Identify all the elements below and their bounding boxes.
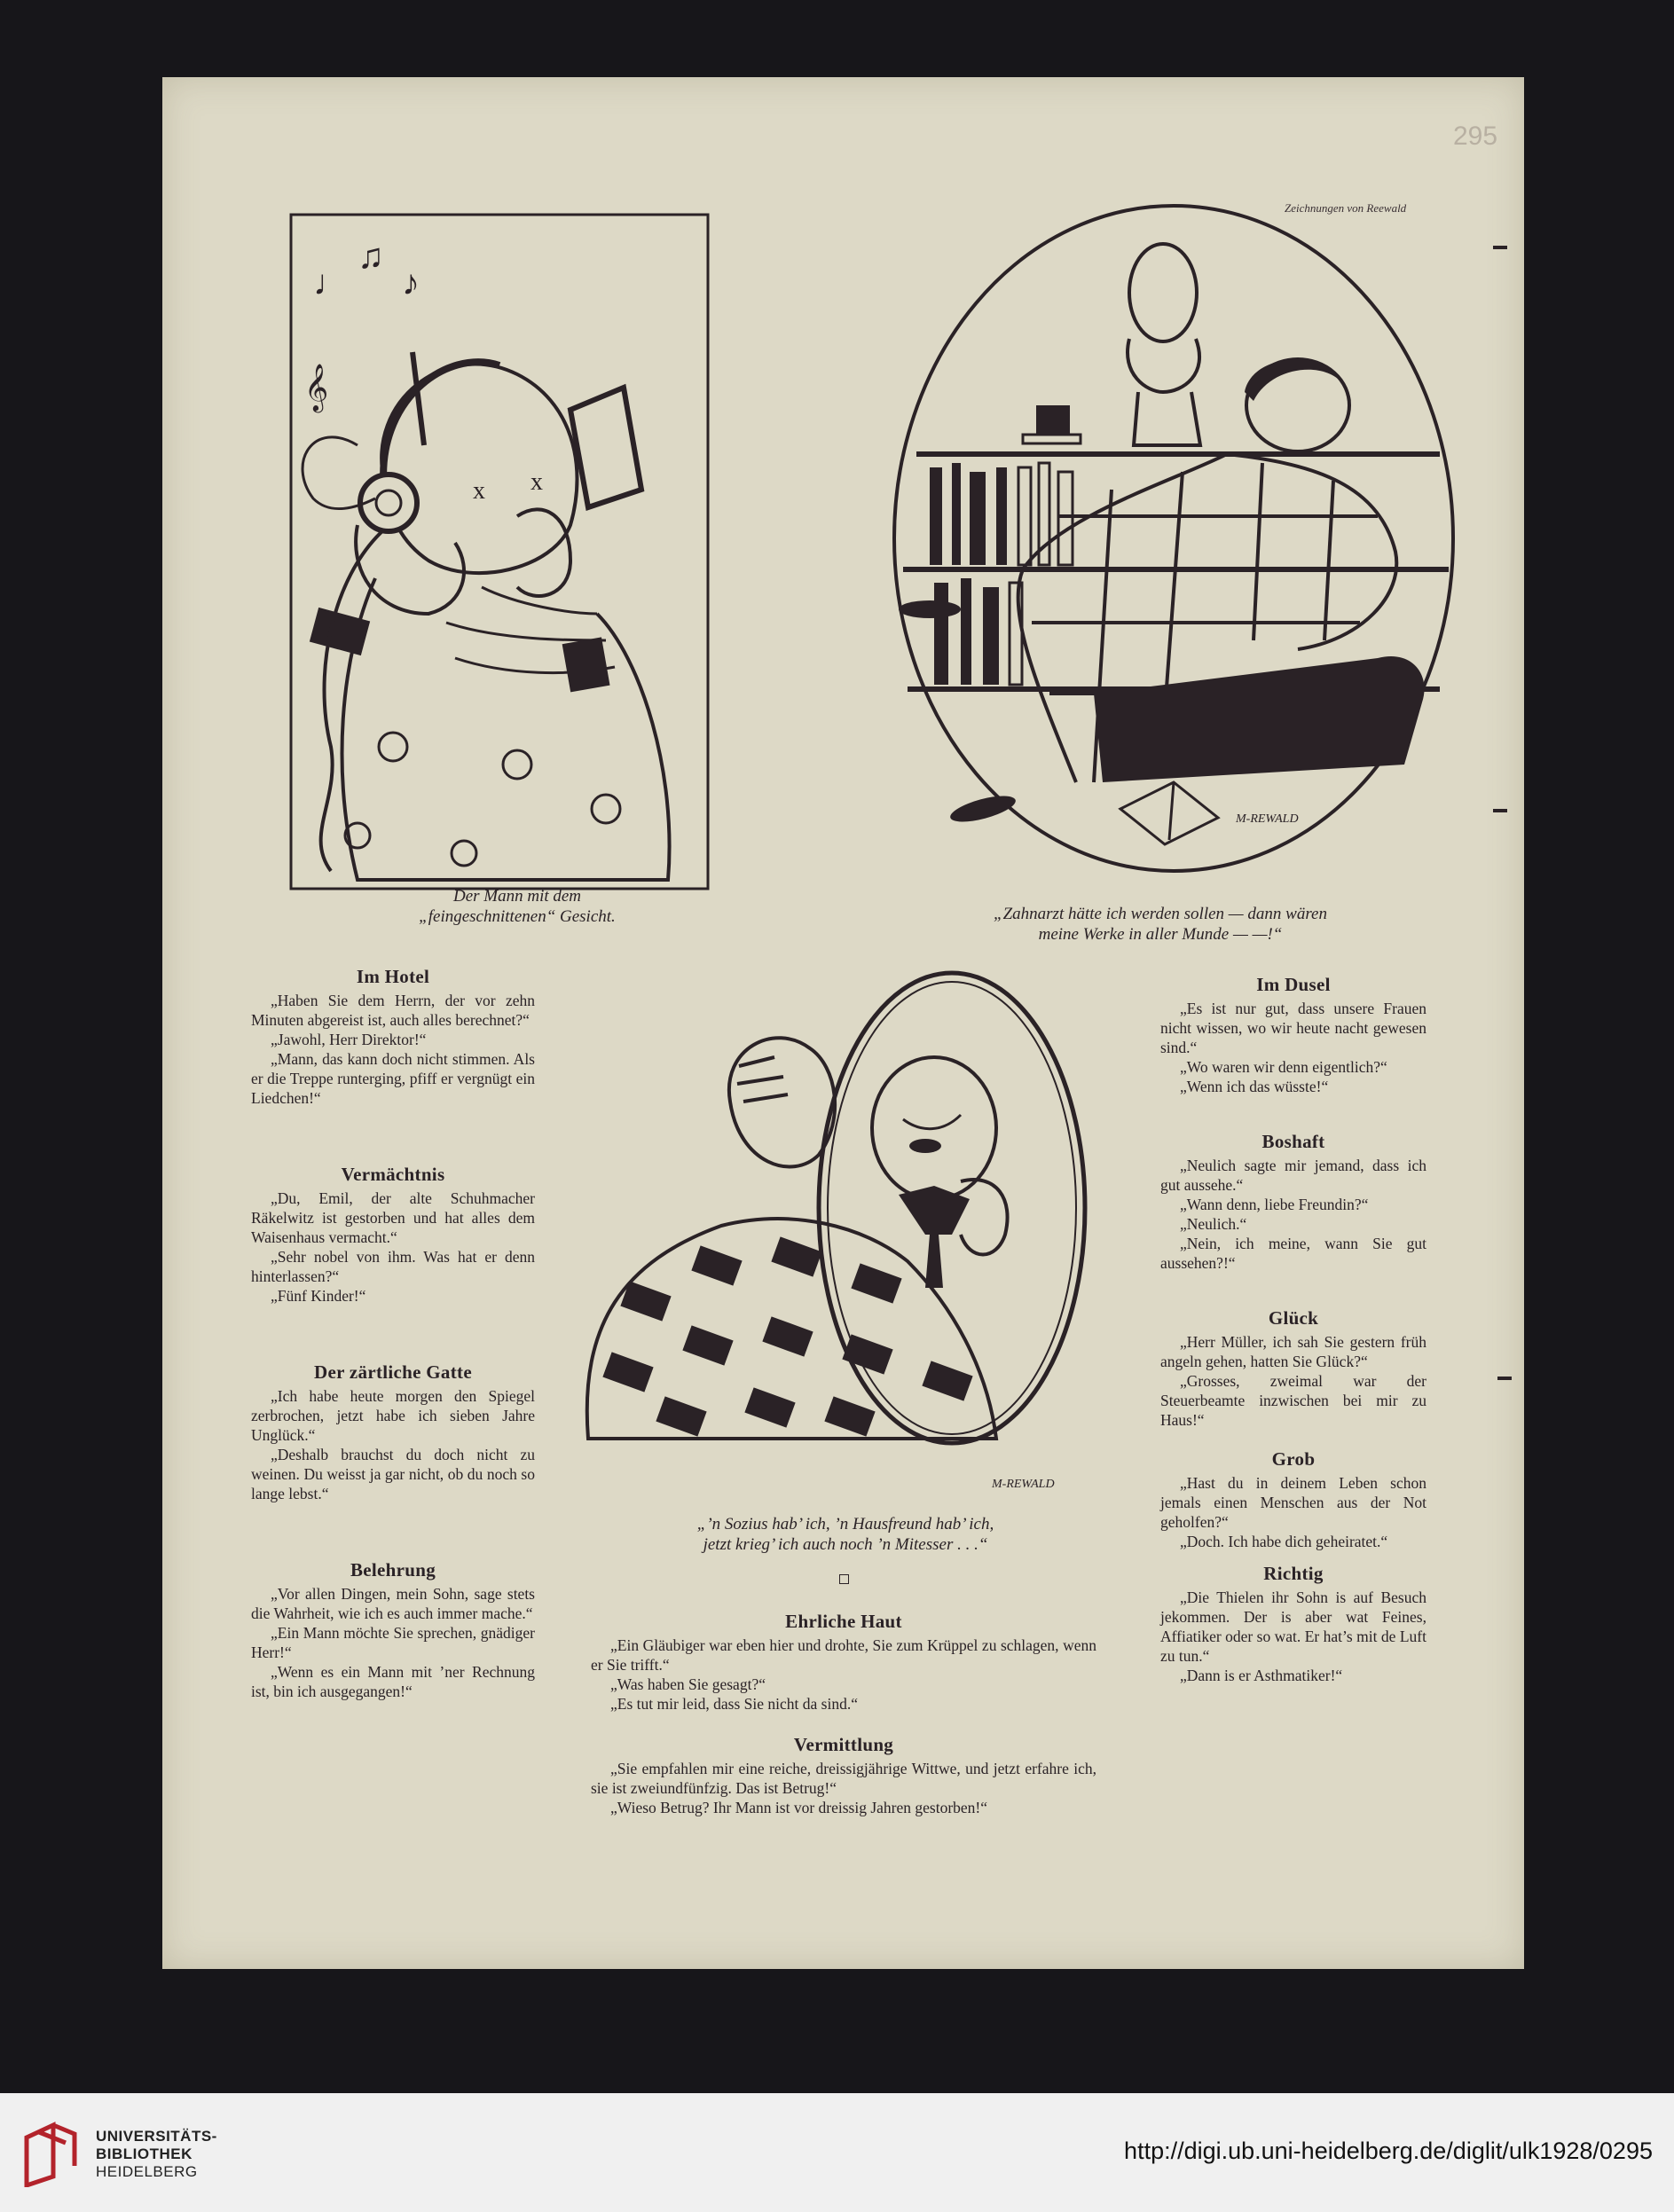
signature-text: M-REWALD (1236, 812, 1299, 826)
edge-tick (1497, 1377, 1512, 1380)
article-im-hotel: Im Hotel „Haben Sie dem Herrn, der vor zehn Minuten abgereist ist, auch alles berechnet?“ „Jawohl, Herr Direktor!“ „Mann, das kann doch nicht stimmen. Als er die Treppe runterging, pfiff er vergnügt ein Liedchen!“ (251, 966, 535, 1107)
article-grob: Grob „Hast du in deinem Leben schon jemals einen Menschen aus der Not geholfen?“ „Doch. Ich habe dich geheiratet.“ (1160, 1448, 1426, 1550)
library-footer (0, 2093, 1674, 2212)
svg-text:♫: ♫ (358, 236, 384, 276)
article-der-zaertliche-gatte: Der zärtliche Gatte „Ich habe heute morgen den Spiegel zerbrochen, jetzt habe ich sieben Jahre Unglück.“ „Deshalb brauchst du doch nicht zu weinen. Du weisst ja gar nicht, ob du noch so lange lebst.“ (251, 1361, 535, 1502)
article-vermaechtnis: Vermächtnis „Du, Emil, der alte Schuhmacher Räkelwitz ist gestorben und hat alles dem Waisenhaus vermacht.“ „Sehr nobel von ihm. Was hat er denn hinterlassen?“ „Fünf Kinder!“ (251, 1164, 535, 1305)
article-glueck: Glück „Herr Müller, ich sah Sie gestern früh angeln gehen, hatten Sie Glück?“ „Grosses, zweimal war der Steuerbeamte inzwischen bei mir zu Haus!“ (1160, 1307, 1426, 1429)
middle-text-column (591, 1612, 1096, 1846)
article-belehrung: Belehrung „Vor allen Dingen, mein Sohn, sage stets die Wahrheit, wie ich es auch immer mache.“ „Ein Mann möchte Sie sprechen, gnädiger Herr!“ „Wenn es ein Mann mit ’ner Rechnung ist, bin ich ausgegangen!“ (251, 1559, 535, 1700)
newspaper-page (162, 77, 1524, 1969)
dentist-author-illustration (881, 197, 1466, 898)
radio-illustration-caption: Der Mann mit dem „feingeschnittenen“ Gesicht. (419, 887, 616, 926)
edge-tick (1493, 809, 1507, 812)
svg-text:♩: ♩ (313, 263, 349, 302)
library-name[interactable]: UNIVERSITÄTS- BIBLIOTHEK HEIDELBERG (96, 2128, 217, 2180)
svg-text:𝄞: 𝄞 (304, 365, 329, 410)
article-boshaft: Boshaft „Neulich sagte mir jemand, dass ich gut aussehe.“ „Wann denn, liebe Freundin?“ „Neulich.“ „Nein, ich meine, wann Sie gut aussehen?!“ (1160, 1131, 1426, 1272)
left-text-column (251, 967, 535, 1730)
article-vermittlung: Vermittlung „Sie empfahlen mir eine reiche, dreissigjährige Wittwe, und jetzt erfahre ich, sie ist zweiundfünfzig. Das ist Betrug!“ „Wieso Betrug? Ihr Mann ist vor dreissig Jahren gestorben!“ (591, 1734, 1096, 1816)
mirror-illustration-caption: „’n Sozius hab’ ich, ’n Hausfreund hab’ ich, jetzt krieg’ ich auch noch ’n Mitesser . . .“ (696, 1515, 994, 1554)
library-logo-icon[interactable] (20, 2120, 82, 2187)
edge-tick (1493, 246, 1507, 249)
article-ehrliche-haut: Ehrliche Haut „Ein Gläubiger war eben hier und drohte, Sie zum Krüppel zu schlagen, wenn er Sie trifft.“ „Was haben Sie gesagt?“ „Es tut mir leid, dass Sie nicht da sind.“ (591, 1611, 1096, 1713)
permalink-url[interactable]: http://digi.ub.uni-heidelberg.de/diglit/ulk1928/0295 (1124, 2137, 1653, 2164)
article-im-dusel: Im Dusel „Es ist nur gut, dass unsere Frauen nicht wissen, wo wir heute nacht gewesen sind.“ „Wo waren wir denn eigentlich?“ „Wenn ich das wüsste!“ (1160, 974, 1426, 1095)
mirror-blackhead-illustration (570, 969, 1129, 1501)
svg-text:x: x (530, 468, 543, 496)
right-text-column (1160, 975, 1426, 1714)
separator-square (839, 1574, 849, 1584)
article-richtig: Richtig „Die Thielen ihr Sohn is auf Besuch jekommen. Der is aber wat Feines, Affiatiker oder so wat. Er hat’s mit de Luft zu tun.“ „Dann is er Asthmatiker!“ (1160, 1563, 1426, 1684)
radio-listener-illustration (251, 197, 748, 960)
svg-text:♪: ♪ (402, 263, 420, 302)
signature-text: M-REWALD (992, 1478, 1055, 1491)
svg-text:x: x (473, 477, 485, 505)
dentist-illustration-caption: „Zahnarzt hätte ich werden sollen — dann wären meine Werke in aller Munde — —!“ (994, 905, 1327, 944)
pencil-page-number: 295 (1453, 122, 1498, 151)
illustration-credit: Zeichnungen von Reewald (1285, 201, 1407, 215)
